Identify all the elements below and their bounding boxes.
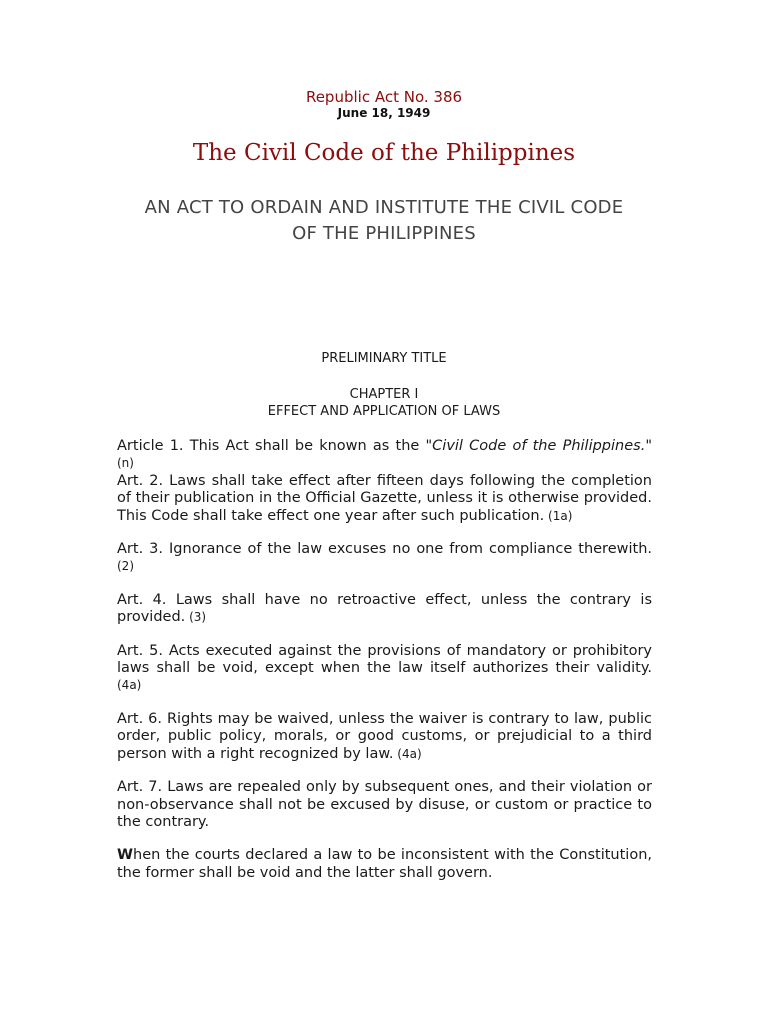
article-3-text: Art. 3. Ignorance of the law excuses no one from compliance therewith.	[117, 541, 652, 558]
article-2	[117, 473, 652, 525]
article-3-ref: (2)	[117, 559, 134, 574]
article-6	[117, 711, 652, 763]
article-1	[117, 438, 652, 473]
article-5-ref: (4a)	[117, 678, 142, 693]
act-heading-line-2: OF THE PHILIPPINES	[292, 223, 476, 244]
act-heading	[0, 195, 768, 247]
article-6-ref: (4a)	[393, 746, 422, 761]
article-2-ref: (1a)	[544, 508, 573, 523]
chapter-heading	[0, 386, 768, 420]
article-2-text: Art. 2. Laws shall take effect after fifteen days following the completion of their publication in the Official Gazette, unless it is otherwise provided. This Code shall take effect one year after such publication.	[117, 472, 652, 524]
articles-body	[117, 438, 652, 898]
article-7-paragraph-2	[117, 847, 652, 882]
article-1-text: Article 1. This Act shall be known as the	[117, 438, 426, 454]
article-7	[117, 779, 652, 831]
chapter-number: CHAPTER I	[349, 387, 419, 402]
article-7-paragraph-2-text: hen the courts declared a law to be inconsistent with the Constitution, the former shall be void and the latter shall govern.	[117, 847, 652, 881]
chapter-name: EFFECT AND APPLICATION OF LAWS	[267, 404, 501, 419]
article-7-initial: W	[117, 847, 133, 864]
article-4-ref: (3)	[185, 610, 207, 625]
act-number: Republic Act No. 386	[305, 88, 463, 106]
article-1-code-name: "Civil Code of the Philippines."	[425, 438, 652, 454]
act-heading-line-1: AN ACT TO ORDAIN AND INSTITUTE THE CIVIL CODE	[144, 197, 624, 218]
preliminary-title: PRELIMINARY TITLE	[321, 351, 447, 366]
article-4	[117, 592, 652, 627]
article-5	[117, 643, 652, 695]
article-5-text: Art. 5. Acts executed against the provisions of mandatory or prohibitory laws shall be void, except when the law itself authorizes their validity.	[117, 642, 652, 677]
article-7-text: Art. 7. Laws are repealed only by subsequent ones, and their violation or non-observance shall not be excused by disuse, or custom or practice to the contrary.	[117, 779, 652, 830]
article-6-text: Art. 6. Rights may be waived, unless the waiver is contrary to law, public order, public policy, morals, or good customs, or prejudicial to a third person with a right recognized by law.	[117, 710, 652, 762]
document-title: The Civil Code of the Philippines	[192, 140, 576, 166]
article-1-ref: (n)	[117, 456, 134, 471]
article-4-text: Art. 4. Laws shall have no retroactive effect, unless the contrary is provided.	[117, 591, 652, 626]
act-date: June 18, 1949	[337, 106, 431, 120]
article-3	[117, 541, 652, 576]
